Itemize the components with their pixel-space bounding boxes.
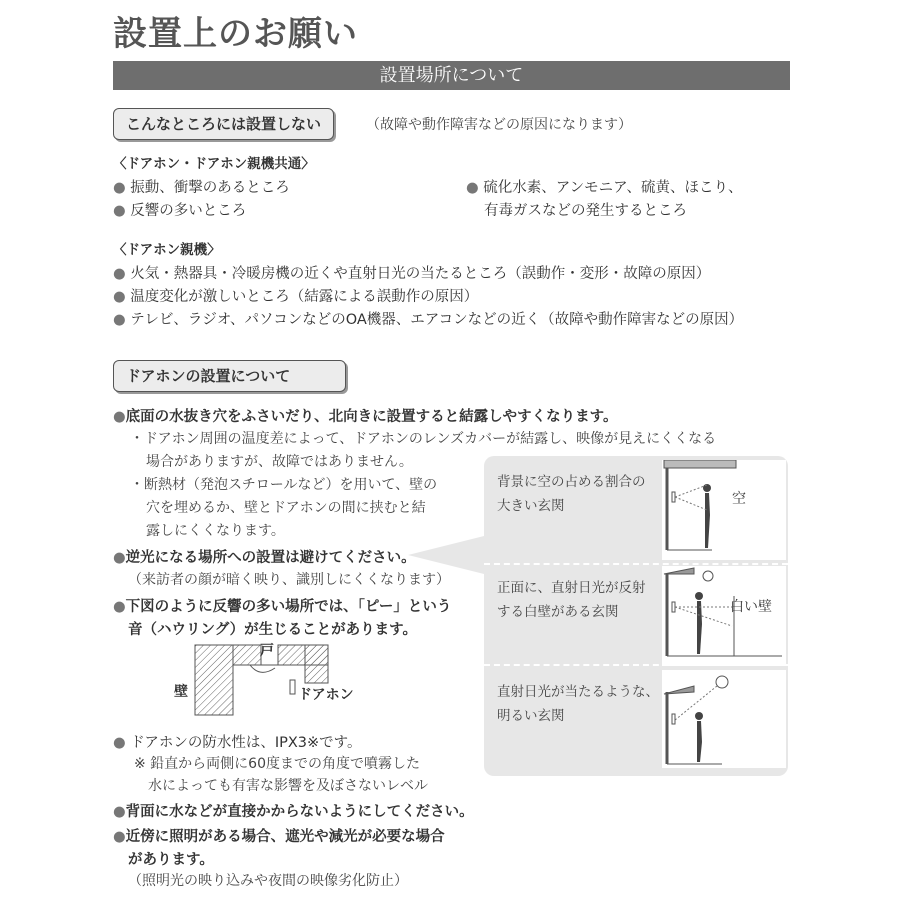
panel-divider bbox=[484, 563, 788, 565]
scenario-1-illustration bbox=[662, 460, 786, 560]
bullet-icon: ● bbox=[113, 289, 131, 305]
sub-note: 穴を埋めるか、壁とドアホンの間に挟むと結 bbox=[146, 500, 426, 516]
doorphone-install-tag: ドアホンの設置について bbox=[113, 360, 346, 392]
list-item: ●底面の水抜き穴をふさいだり、北向きに設置すると結露しやすくなります。 bbox=[113, 409, 618, 425]
bullet-icon: ● bbox=[113, 735, 131, 751]
list-item: ●近傍に照明がある場合、遮光や減光が必要な場合 bbox=[113, 829, 445, 845]
fig-door-label: 戸 bbox=[260, 643, 274, 659]
bullet-icon: ● bbox=[113, 203, 131, 219]
bullet-icon: ● bbox=[113, 550, 126, 566]
white-wall-label: 白い壁 bbox=[730, 599, 772, 615]
page-title: 設置上のお願い bbox=[113, 14, 358, 54]
sub-note: （来訪者の顔が暗く映り、識別しにくくなります） bbox=[128, 572, 450, 588]
sub-note: （照明光の映り込みや夜間の映像劣化防止） bbox=[128, 873, 408, 889]
scenario-1-text: 背景に空の占める割合の 大きい玄関 bbox=[497, 474, 646, 514]
list-item: ● 火気・熱器具・冷暖房機の近くや直射日光の当たるところ（誤動作・変形・故障の原因） bbox=[113, 266, 711, 282]
list-item-continued: 音（ハウリング）が生じることがあります。 bbox=[128, 622, 417, 638]
sky-label: 空 bbox=[732, 491, 746, 507]
list-item: ●下図のように反響の多い場所では、「ピー」という bbox=[113, 599, 452, 615]
bullet-icon: ● bbox=[113, 804, 126, 820]
scenario-3-illustration bbox=[662, 670, 786, 768]
master-header: 〈ドアホン親機〉 bbox=[113, 242, 221, 258]
list-item: ● 振動、衝撃のあるところ bbox=[113, 180, 290, 196]
common-header: 〈ドアホン・ドアホン親機共通〉 bbox=[113, 156, 315, 172]
sub-note: 場合がありますが、故障ではありません。 bbox=[146, 454, 413, 470]
sub-note: 露しにくくなります。 bbox=[146, 523, 285, 539]
bullet-icon: ● bbox=[113, 180, 131, 196]
howling-diagram bbox=[180, 640, 380, 720]
list-item: ●背面に水などが直接かからないようにしてください。 bbox=[113, 804, 474, 820]
scenario-3-text: 直射日光が当たるような、 明るい玄関 bbox=[497, 684, 659, 724]
list-item-continued: 有毒ガスなどの発生するところ bbox=[484, 203, 687, 219]
list-item: ● 反響の多いところ bbox=[113, 203, 247, 219]
sub-note: 水によっても有害な影響を及ぼさないレベル bbox=[148, 778, 428, 794]
sub-note: ※ 鉛直から両側に60度までの角度で噴霧した bbox=[134, 756, 420, 772]
list-item: ● ドアホンの防水性は、IPX3※です。 bbox=[113, 735, 362, 751]
sub-note: ・断熱材（発泡スチロールなど）を用いて、壁の bbox=[130, 477, 438, 493]
scenario-2-illustration bbox=[662, 566, 786, 666]
bullet-icon: ● bbox=[113, 312, 131, 328]
callout-pointer bbox=[408, 520, 488, 580]
fig-wall-label: 壁 bbox=[174, 684, 188, 700]
bullet-icon: ● bbox=[113, 829, 126, 845]
list-item: ● テレビ、ラジオ、パソコンなどのOA機器、エアコンなどの近く（故障や動作障害などの原因） bbox=[113, 312, 744, 328]
bullet-icon: ● bbox=[466, 180, 484, 196]
list-item-continued: があります。 bbox=[128, 852, 214, 868]
bullet-icon: ● bbox=[113, 266, 131, 282]
list-item: ●逆光になる場所への設置は避けてください。 bbox=[113, 550, 416, 566]
section-banner: 設置場所について bbox=[113, 61, 790, 90]
scenario-2-text: 正面に、直射日光が反射 する白壁がある玄関 bbox=[497, 580, 646, 620]
fig-doorphone-label: ドアホン bbox=[298, 687, 354, 703]
do-not-install-note: （故障や動作障害などの原因になります） bbox=[366, 117, 632, 133]
list-item: ● 温度変化が激しいところ（結露による誤動作の原因） bbox=[113, 289, 479, 305]
bullet-icon: ● bbox=[113, 409, 126, 425]
list-item: ● 硫化水素、アンモニア、硫黄、ほこり、 bbox=[466, 180, 743, 196]
bullet-icon: ● bbox=[113, 599, 126, 615]
do-not-install-tag: こんなところには設置しない bbox=[113, 108, 334, 140]
sub-note: ・ドアホン周囲の温度差によって、ドアホンのレンズカバーが結露し、映像が見えにくくなる bbox=[130, 431, 717, 447]
